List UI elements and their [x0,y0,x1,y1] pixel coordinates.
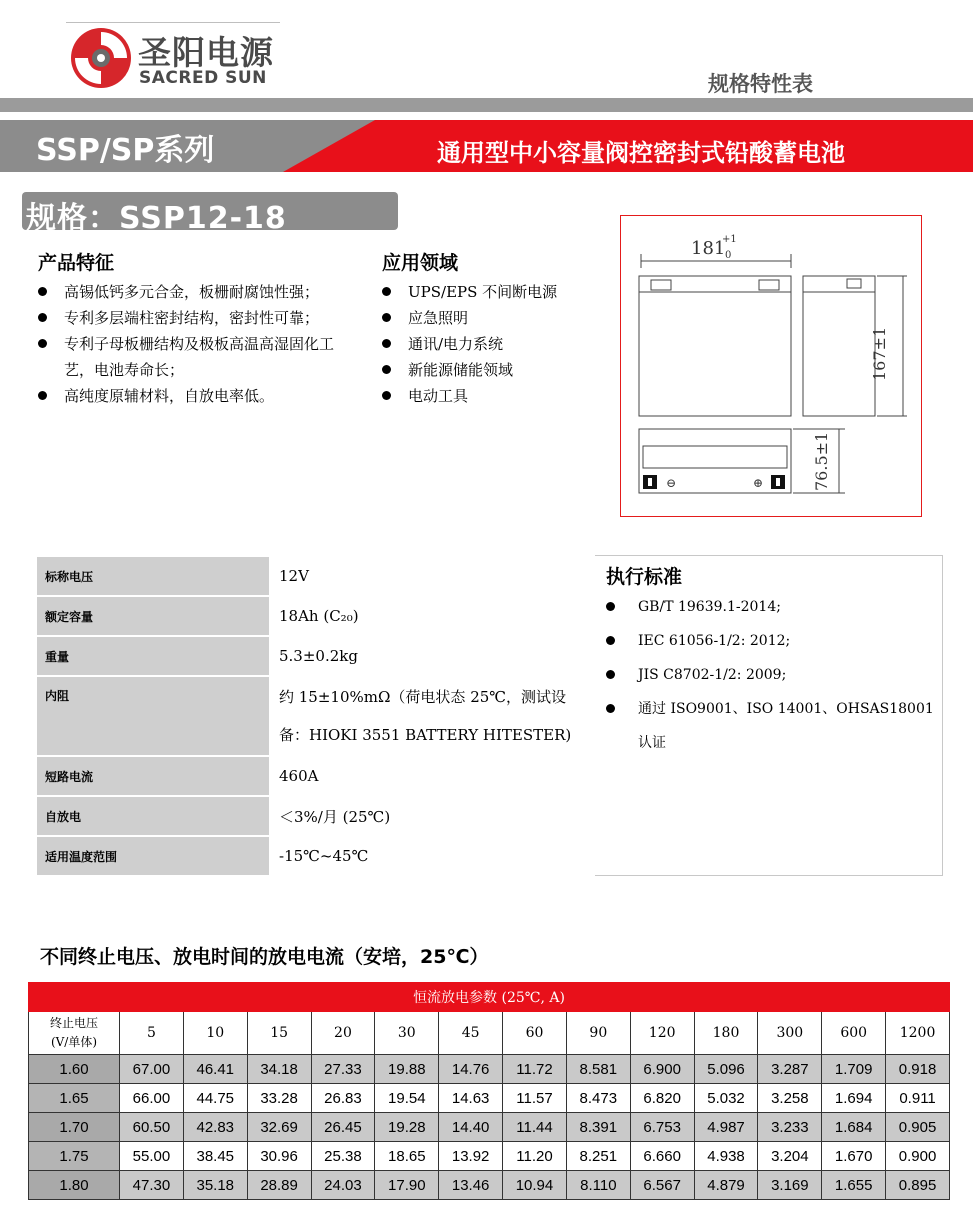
discharge-current-cell: 6.820 [630,1084,694,1113]
discharge-time-header: 180 [694,1012,758,1055]
spec-value: ＜3%/月 (25℃) [270,796,594,836]
discharge-current-cell: 28.89 [247,1171,311,1200]
discharge-header-row [29,1012,950,1055]
discharge-current-cell: 1.709 [822,1055,886,1084]
discharge-time-header: 1200 [886,1012,950,1055]
discharge-current-cell: 67.00 [120,1055,184,1084]
discharge-current-cell: 42.83 [183,1113,247,1142]
height-dimension: 167±1 [870,326,889,381]
feature-item: 专利子母板栅结构及极板高温高湿固化工艺，电池寿命长； [36,331,348,383]
discharge-current-cell: 11.20 [503,1142,567,1171]
standards-heading: 执行标准 [606,566,683,588]
discharge-current-cell: 4.987 [694,1113,758,1142]
discharge-current-cell: 30.96 [247,1142,311,1171]
spec-value: 5.3±0.2kg [270,636,594,676]
standards-list [604,590,940,760]
application-item: UPS/EPS 不间断电源 [380,279,610,305]
spec-row [36,756,594,796]
discharge-time-header: 120 [630,1012,694,1055]
battery-outline-diagram [621,216,921,516]
discharge-current-cell: 19.88 [375,1055,439,1084]
discharge-current-cell: 47.30 [120,1171,184,1200]
standard-item: IEC 61056-1/2: 2012; [604,624,940,658]
negative-terminal-icon: ⊖ [666,476,677,490]
discharge-current-cell: 33.28 [247,1084,311,1113]
discharge-current-cell: 3.169 [758,1171,822,1200]
spec-value: 460A [270,756,594,796]
table-row [29,1142,950,1171]
discharge-time-header: 30 [375,1012,439,1055]
spec-value: 18Ah (C₂₀) [270,596,594,636]
discharge-current-cell: 17.90 [375,1171,439,1200]
discharge-current-cell: 11.44 [503,1113,567,1142]
end-voltage-cell: 1.70 [29,1113,120,1142]
standard-item: 通过 ISO9001、ISO 14001、OHSAS18001 认证 [604,692,940,760]
spec-row [36,596,594,636]
discharge-current-cell: 8.110 [566,1171,630,1200]
spec-row [36,556,594,596]
discharge-current-cell: 11.72 [503,1055,567,1084]
discharge-table [28,982,950,1200]
discharge-current-cell: 25.38 [311,1142,375,1171]
spec-value: 约 15±10%mΩ（荷电状态 25℃，测试设备：HIOKI 3551 BATTERY HITESTER) [270,676,594,756]
discharge-current-cell: 5.032 [694,1084,758,1113]
discharge-time-header: 20 [311,1012,375,1055]
discharge-current-cell: 32.69 [247,1113,311,1142]
discharge-current-cell: 6.660 [630,1142,694,1171]
discharge-current-cell: 19.28 [375,1113,439,1142]
discharge-current-cell: 8.391 [566,1113,630,1142]
length-dimension: 181 [691,238,726,259]
end-voltage-cell: 1.80 [29,1171,120,1200]
sheet-title: 规格特性表 [708,72,813,96]
discharge-current-cell: 1.694 [822,1084,886,1113]
discharge-current-cell: 34.18 [247,1055,311,1084]
positive-terminal-icon: ⊕ [753,476,764,490]
discharge-current-cell: 24.03 [311,1171,375,1200]
discharge-current-cell: 1.670 [822,1142,886,1171]
discharge-caption-row [29,983,950,1012]
discharge-current-cell: 38.45 [183,1142,247,1171]
discharge-time-header: 60 [503,1012,567,1055]
discharge-current-cell: 4.938 [694,1142,758,1171]
discharge-current-cell: 35.18 [183,1171,247,1200]
application-item: 电动工具 [380,383,610,409]
discharge-current-cell: 18.65 [375,1142,439,1171]
discharge-time-header: 45 [439,1012,503,1055]
length-tolerance-lower: 0 [725,250,732,261]
discharge-current-cell: 3.258 [758,1084,822,1113]
width-dimension: 76.5±1 [812,431,831,491]
discharge-time-header: 10 [183,1012,247,1055]
discharge-current-cell: 27.33 [311,1055,375,1084]
discharge-current-cell: 10.94 [503,1171,567,1200]
discharge-current-cell: 26.83 [311,1084,375,1113]
discharge-current-cell: 11.57 [503,1084,567,1113]
discharge-current-cell: 14.40 [439,1113,503,1142]
table-row [29,1171,950,1200]
discharge-current-cell: 3.233 [758,1113,822,1142]
discharge-current-cell: 0.900 [886,1142,950,1171]
discharge-current-cell: 14.63 [439,1084,503,1113]
spec-table [35,555,595,877]
spec-row [36,636,594,676]
applications-heading: 应用领域 [382,252,459,274]
discharge-current-cell: 13.92 [439,1142,503,1171]
applications-list [380,279,610,409]
discharge-current-cell: 0.895 [886,1171,950,1200]
discharge-current-cell: 6.753 [630,1113,694,1142]
discharge-current-cell: 0.911 [886,1084,950,1113]
spec-label: 标称电压 [36,556,270,596]
end-voltage-cell: 1.65 [29,1084,120,1113]
application-item: 应急照明 [380,305,610,331]
model-title: 规格：SSP12-18 [26,201,287,236]
header-rule [0,98,973,112]
discharge-time-header: 90 [566,1012,630,1055]
discharge-current-cell: 60.50 [120,1113,184,1142]
application-item: 新能源储能领域 [380,357,610,383]
dimension-drawing [620,215,922,517]
discharge-current-cell: 6.567 [630,1171,694,1200]
spec-value: 12V [270,556,594,596]
discharge-table-title: 不同终止电压、放电时间的放电电流（安培，25℃） [40,946,489,968]
discharge-time-header: 5 [120,1012,184,1055]
end-voltage-unit: (V/单体) [50,1035,98,1049]
end-voltage-label: 终止电压 [49,1016,98,1030]
discharge-current-cell: 1.684 [822,1113,886,1142]
discharge-current-cell: 8.251 [566,1142,630,1171]
standard-item: JIS C8702-1/2: 2009; [604,658,940,692]
discharge-current-cell: 5.096 [694,1055,758,1084]
discharge-current-cell: 3.204 [758,1142,822,1171]
logo-english-name: SACRED SUN [139,68,267,88]
sacred-sun-logo-icon [70,27,132,89]
logo-chinese-name: 圣阳电源 [138,33,274,72]
discharge-current-cell: 19.54 [375,1084,439,1113]
discharge-current-cell: 26.45 [311,1113,375,1142]
spec-label: 额定容量 [36,596,270,636]
discharge-current-cell: 46.41 [183,1055,247,1084]
discharge-time-header: 300 [758,1012,822,1055]
discharge-current-cell: 55.00 [120,1142,184,1171]
application-item: 通讯/电力系统 [380,331,610,357]
feature-item: 专利多层端柱密封结构，密封性可靠； [36,305,348,331]
spec-label: 短路电流 [36,756,270,796]
discharge-current-cell: 0.918 [886,1055,950,1084]
standard-item: GB/T 19639.1-2014; [604,590,940,624]
spec-label: 适用温度范围 [36,836,270,876]
discharge-current-cell: 8.473 [566,1084,630,1113]
spec-value: -15℃~45℃ [270,836,594,876]
discharge-current-cell: 14.76 [439,1055,503,1084]
end-voltage-cell: 1.60 [29,1055,120,1084]
table-row [29,1113,950,1142]
feature-item: 高纯度原辅材料，自放电率低。 [36,383,348,409]
discharge-current-cell: 3.287 [758,1055,822,1084]
discharge-current-cell: 66.00 [120,1084,184,1113]
discharge-current-cell: 4.879 [694,1171,758,1200]
end-voltage-header [29,1012,120,1055]
discharge-time-header: 600 [822,1012,886,1055]
table-row [29,1055,950,1084]
spec-label: 内阻 [36,676,270,756]
series-name: SSP/SP系列 [36,133,215,168]
features-heading: 产品特征 [38,252,115,274]
discharge-current-cell: 6.900 [630,1055,694,1084]
spec-label: 重量 [36,636,270,676]
spec-label: 自放电 [36,796,270,836]
discharge-current-cell: 13.46 [439,1171,503,1200]
spec-row [36,676,594,756]
discharge-current-cell: 1.655 [822,1171,886,1200]
features-list [36,279,348,409]
discharge-body [29,1055,950,1200]
discharge-current-cell: 8.581 [566,1055,630,1084]
spec-row [36,836,594,876]
product-subtitle: 通用型中小容量阀控密封式铅酸蓄电池 [437,139,845,167]
end-voltage-cell: 1.75 [29,1142,120,1171]
feature-item: 高锡低钙多元合金，板栅耐腐蚀性强； [36,279,348,305]
discharge-caption: 恒流放电参数 (25℃, A) [29,983,950,1012]
table-row [29,1084,950,1113]
length-tolerance-upper: +1 [722,234,737,245]
discharge-current-cell: 0.905 [886,1113,950,1142]
discharge-time-header: 15 [247,1012,311,1055]
discharge-current-cell: 44.75 [183,1084,247,1113]
spec-row [36,796,594,836]
